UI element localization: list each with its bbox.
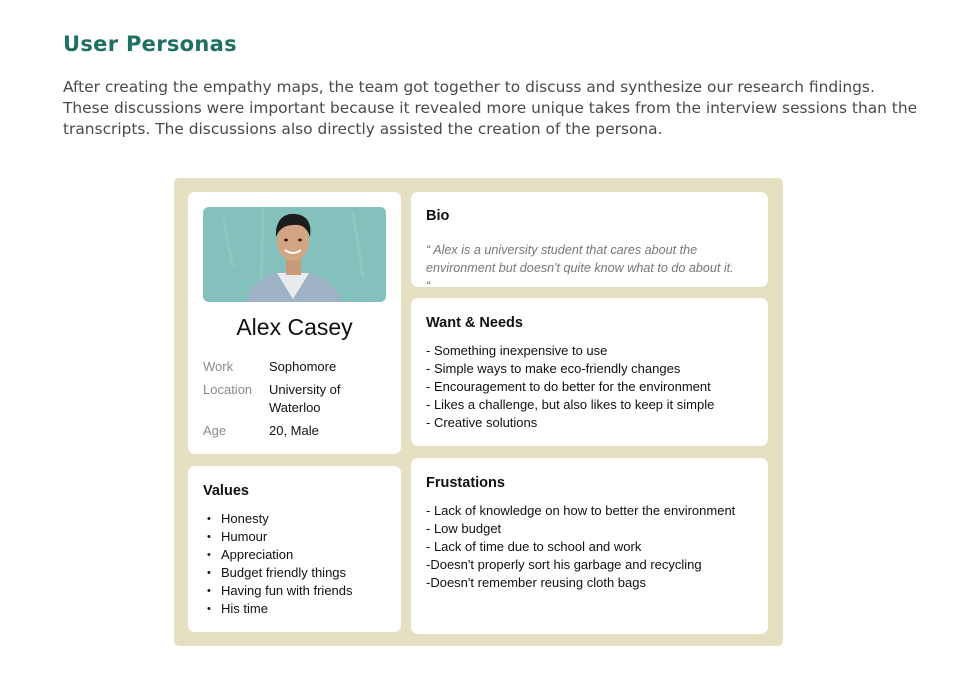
list-item: - Encouragement to do better for the environment xyxy=(426,379,711,394)
list-item: -Doesn't properly sort his garbage and recycling xyxy=(426,557,702,572)
persona-name: Alex Casey xyxy=(236,314,353,340)
bio-text: “ Alex is a university student that cares about the environment but doesn't quite know what to do about it. “ xyxy=(426,243,734,293)
persona-photo xyxy=(203,207,386,302)
location-value: University of Waterloo xyxy=(269,382,341,415)
age-row xyxy=(203,422,393,440)
list-item: - Lack of time due to school and work xyxy=(426,539,642,554)
list-item: • His time xyxy=(207,600,353,618)
list-item: - Low budget xyxy=(426,521,502,536)
list-item: - Likes a challenge, but also likes to keep it simple xyxy=(426,397,715,412)
persona-board xyxy=(174,178,783,646)
list-item: -Doesn't remember reusing cloth bags xyxy=(426,575,646,590)
intro-paragraph: After creating the empathy maps, the team got together to discuss and synthesize our research findings. These discussions were important because it revealed more unique takes from the interview sessions than the transcripts. The discussions also directly assisted the creation of the persona. xyxy=(63,78,918,138)
list-item: - Something inexpensive to use xyxy=(426,343,608,358)
values-card xyxy=(188,466,401,632)
age-label: Age xyxy=(203,423,227,438)
work-row xyxy=(203,358,393,376)
work-label: Work xyxy=(203,359,234,374)
location-label: Location xyxy=(203,382,253,397)
age-value: 20, Male xyxy=(269,423,319,438)
values-title: Values xyxy=(203,483,249,499)
list-item: - Simple ways to make eco-friendly changes xyxy=(426,361,681,376)
frustrations-title: Frustations xyxy=(426,475,505,491)
list-item: • Appreciation xyxy=(207,546,353,564)
list-item: • Honesty xyxy=(207,510,353,528)
bio-card xyxy=(411,192,768,293)
list-item: • Having fun with friends xyxy=(207,582,353,600)
page-title: User Personas xyxy=(63,32,237,56)
list-item: • Budget friendly things xyxy=(207,564,353,582)
wants-needs-list xyxy=(426,342,714,432)
work-value: Sophomore xyxy=(269,359,337,374)
list-item: • Humour xyxy=(207,528,353,546)
wants-needs-title: Want & Needs xyxy=(426,315,523,331)
frustrations-card xyxy=(411,458,768,634)
wants-needs-card xyxy=(411,298,768,446)
bio-title: Bio xyxy=(426,208,450,224)
persona-photo-illustration xyxy=(203,207,386,302)
location-row xyxy=(203,381,393,417)
list-item: - Creative solutions xyxy=(426,415,538,430)
list-item: - Lack of knowledge on how to better the environment xyxy=(426,503,736,518)
frustrations-list xyxy=(426,502,735,592)
values-list xyxy=(207,510,353,618)
profile-card xyxy=(188,192,401,454)
